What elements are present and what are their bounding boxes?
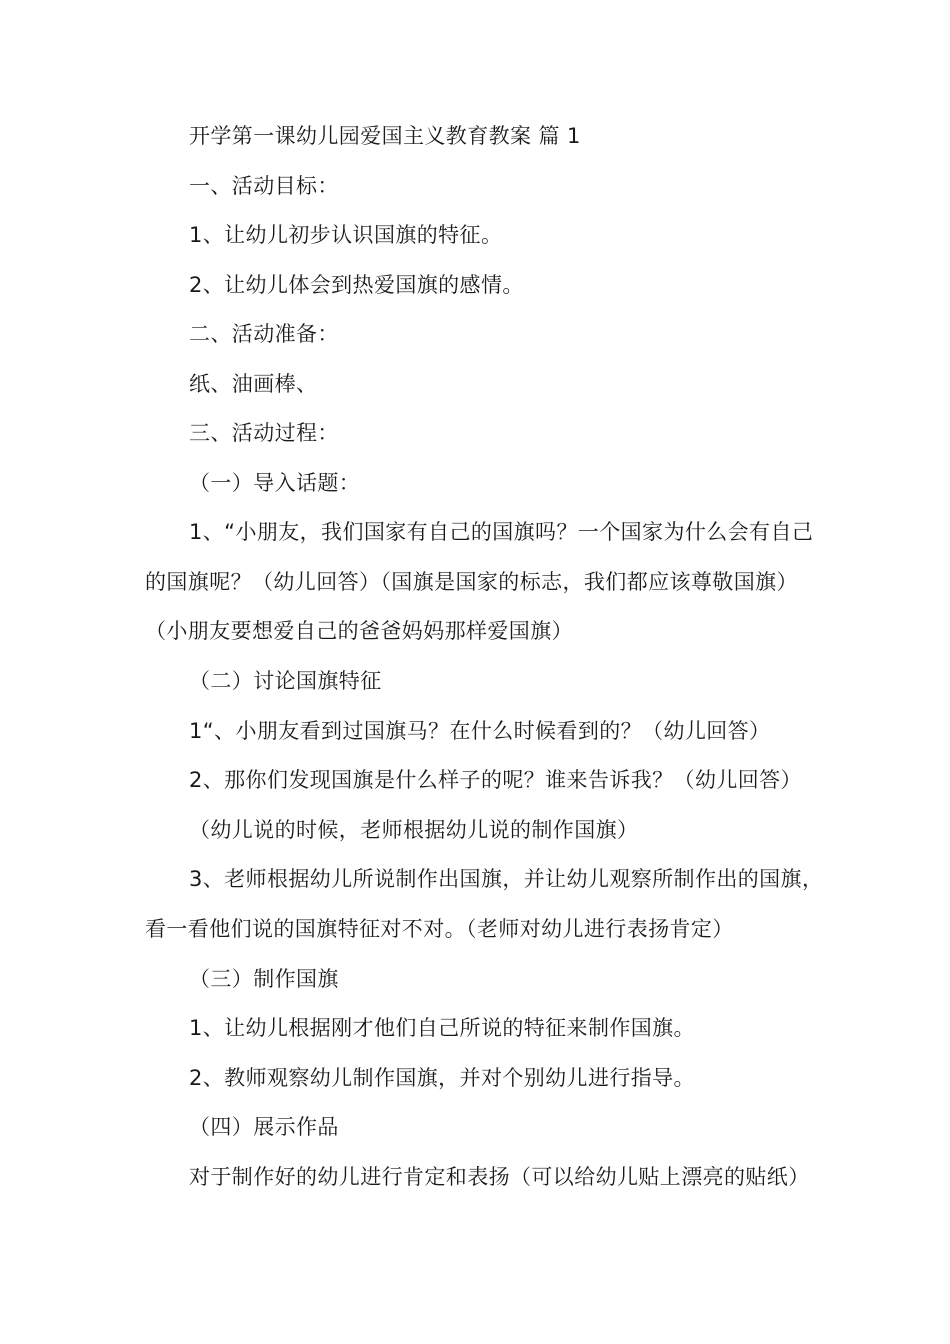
subsection-heading-discuss: （二）讨论国旗特征 bbox=[189, 669, 382, 693]
section-heading-process: 三、活动过程： bbox=[189, 421, 339, 445]
document-title: 开学第一课幼儿园爱国主义教育教案 篇 1 bbox=[189, 124, 581, 148]
discuss-item-2: 2、那你们发现国旗是什么样子的呢？谁来告诉我？（幼儿回答） bbox=[189, 768, 802, 792]
show-item: 对于制作好的幼儿进行肯定和表扬（可以给幼儿贴上漂亮的贴纸） bbox=[189, 1165, 810, 1189]
discuss-item-1: 1“、小朋友看到过国旗马？在什么时候看到的？（幼儿回答） bbox=[189, 719, 771, 743]
discuss-item-3: 3、老师根据幼儿所说制作出国旗，并让幼儿观察所制作出的国旗，看一看他们说的国旗特征对不对。（老师对幼儿进行表扬肯定） bbox=[145, 867, 824, 941]
subsection-heading-make: （三）制作国旗 bbox=[189, 967, 339, 991]
subsection-heading-intro: （一）导入话题： bbox=[189, 471, 361, 495]
discuss-note: （幼儿说的时候，老师根据幼儿说的制作国旗） bbox=[189, 818, 639, 842]
section-heading-goals: 一、活动目标： bbox=[189, 174, 339, 198]
preparation-materials: 纸、油画棒、 bbox=[189, 372, 318, 396]
intro-item-1: 1、“小朋友，我们国家有自己的国旗吗？一个国家为什么会有自己的国旗呢？（幼儿回答）（国旗是国家的标志，我们都应该尊敬国旗）（小朋友要想爱自己的爸爸妈妈那样爱国旗） bbox=[145, 520, 814, 643]
goal-item-2: 2、让幼儿体会到热爱国旗的感情。 bbox=[189, 273, 524, 297]
goal-item-1: 1、让幼儿初步认识国旗的特征。 bbox=[189, 223, 503, 247]
section-heading-preparation: 二、活动准备： bbox=[189, 322, 339, 346]
make-item-2: 2、教师观察幼儿制作国旗，并对个别幼儿进行指导。 bbox=[189, 1066, 695, 1090]
subsection-heading-show: （四）展示作品 bbox=[189, 1115, 339, 1139]
make-item-1: 1、让幼儿根据刚才他们自己所说的特征来制作国旗。 bbox=[189, 1016, 695, 1040]
